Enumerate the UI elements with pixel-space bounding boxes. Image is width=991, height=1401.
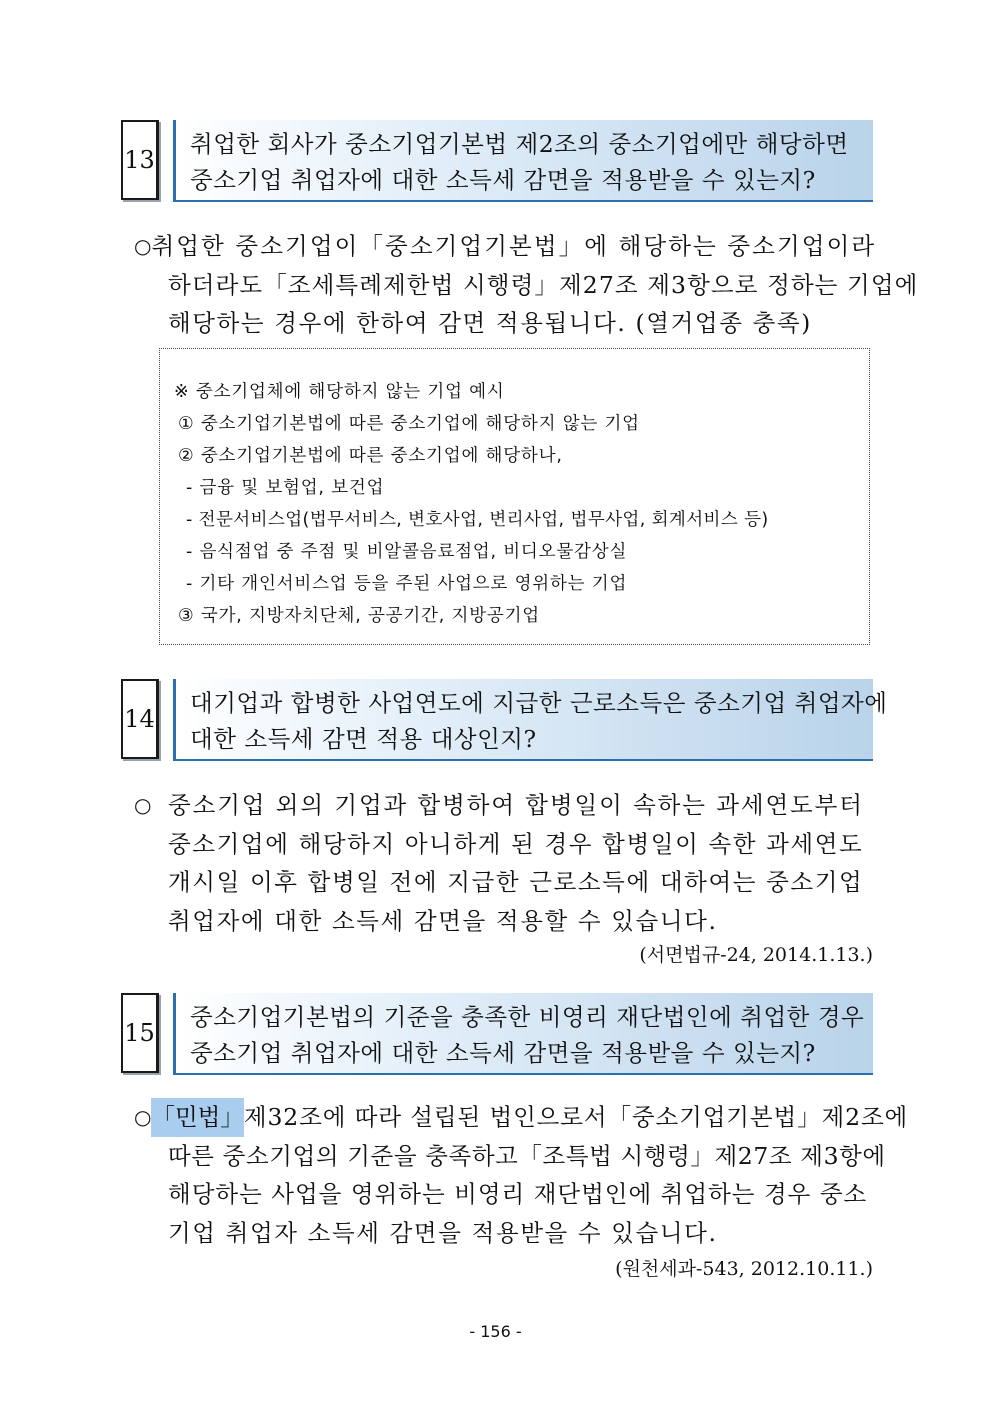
- question-number: 15: [121, 993, 159, 1073]
- reference-citation: (원천세과-543, 2012.10.11.): [615, 1258, 873, 1280]
- answer-line: 기업 취업자 소득세 감면을 적용받을 수 있습니다.: [168, 1218, 718, 1247]
- answer-14: [134, 786, 874, 940]
- answer-line: 중소기업 외의 기업과 합병하여 합병일이 속하는 과세연도부터: [168, 791, 864, 819]
- note-item: ② 중소기업기본법에 따른 중소기업에 해당하나,: [178, 446, 563, 466]
- answer-line: 해당하는 사업을 영위하는 비영리 재단법인에 취업하는 경우 중소: [168, 1180, 868, 1208]
- highlighted-text: 「민법」: [151, 1098, 243, 1137]
- reference-citation: (서면법규-24, 2014.1.13.): [639, 944, 873, 966]
- question-line: 중소기업기본법의 기준을 충족한 비영리 재단법인에 취업한 경우: [190, 1003, 865, 1031]
- question-line: 취업한 회사가 중소기업기본법 제2조의 중소기업에만 해당하면: [190, 130, 849, 158]
- note-box: [159, 348, 870, 645]
- bullet-icon: ○: [134, 1105, 152, 1129]
- page-number: - 156 -: [469, 1322, 522, 1341]
- question-15: [121, 993, 873, 1077]
- answer-line: 해당하는 경우에 한하여 감면 적용됩니다. (열거업종 충족): [168, 309, 812, 337]
- question-number: 14: [121, 679, 159, 759]
- question-13: [121, 120, 873, 204]
- answer-line: 개시일 이후 합병일 전에 지급한 근로소득에 대하여는 중소기업: [168, 868, 864, 896]
- note-subitem: - 금융 및 보험업, 보건업: [186, 478, 385, 498]
- question-line: 대한 소득세 감면 적용 대상인지?: [190, 725, 537, 753]
- answer-line: 취업자에 대한 소득세 감면을 적용할 수 있습니다.: [168, 906, 718, 935]
- note-subitem: - 기타 개인서비스업 등을 주된 사업으로 영위하는 기업: [186, 574, 628, 594]
- question-title-bar: [173, 993, 873, 1075]
- answer-line: 중소기업에 해당하지 아니하게 된 경우 합병일이 속한 과세연도: [168, 829, 864, 858]
- question-line: 중소기업 취업자에 대한 소득세 감면을 적용받을 수 있는지?: [190, 1039, 816, 1067]
- question-14: [121, 679, 888, 763]
- bullet-icon: ○: [134, 234, 152, 258]
- question-line: 중소기업 취업자에 대한 소득세 감면을 적용받을 수 있는지?: [190, 166, 816, 194]
- question-line: 대기업과 합병한 사업연도에 지급한 근로소득은 중소기업 취업자에: [190, 689, 888, 717]
- answer-line: 하더라도「조세특례제한법 시행령」제27조 제3항으로 정하는 기업에: [168, 270, 919, 299]
- question-title-bar: [173, 679, 888, 761]
- answer-line: 따른 중소기업의 기준을 충족하고「조특법 시행령」제27조 제3항에: [168, 1141, 886, 1170]
- question-number: 13: [121, 120, 159, 200]
- note-subitem: - 전문서비스업(법무서비스, 변호사업, 변리사업, 법무사업, 회계서비스 등): [186, 510, 769, 530]
- question-title-bar: [173, 120, 873, 202]
- answer-15: [134, 1098, 909, 1252]
- note-heading: ※ 중소기업체에 해당하지 않는 기업 예시: [174, 382, 505, 402]
- note-subitem: - 음식점업 중 주점 및 비알콜음료점업, 비디오물감상실: [186, 542, 628, 562]
- answer-line: 취업한 중소기업이「중소기업기본법」에 해당하는 중소기업이라: [151, 232, 877, 260]
- note-item: ③ 국가, 지방자치단체, 공공기간, 지방공기업: [178, 606, 541, 626]
- bullet-icon: ○: [134, 793, 152, 817]
- answer-line: 제32조에 따라 설립된 법인으로서「중소기업기본법」제2조에: [243, 1103, 909, 1131]
- note-item: ① 중소기업기본법에 따른 중소기업에 해당하지 않는 기업: [178, 414, 640, 434]
- answer-13: [134, 227, 919, 343]
